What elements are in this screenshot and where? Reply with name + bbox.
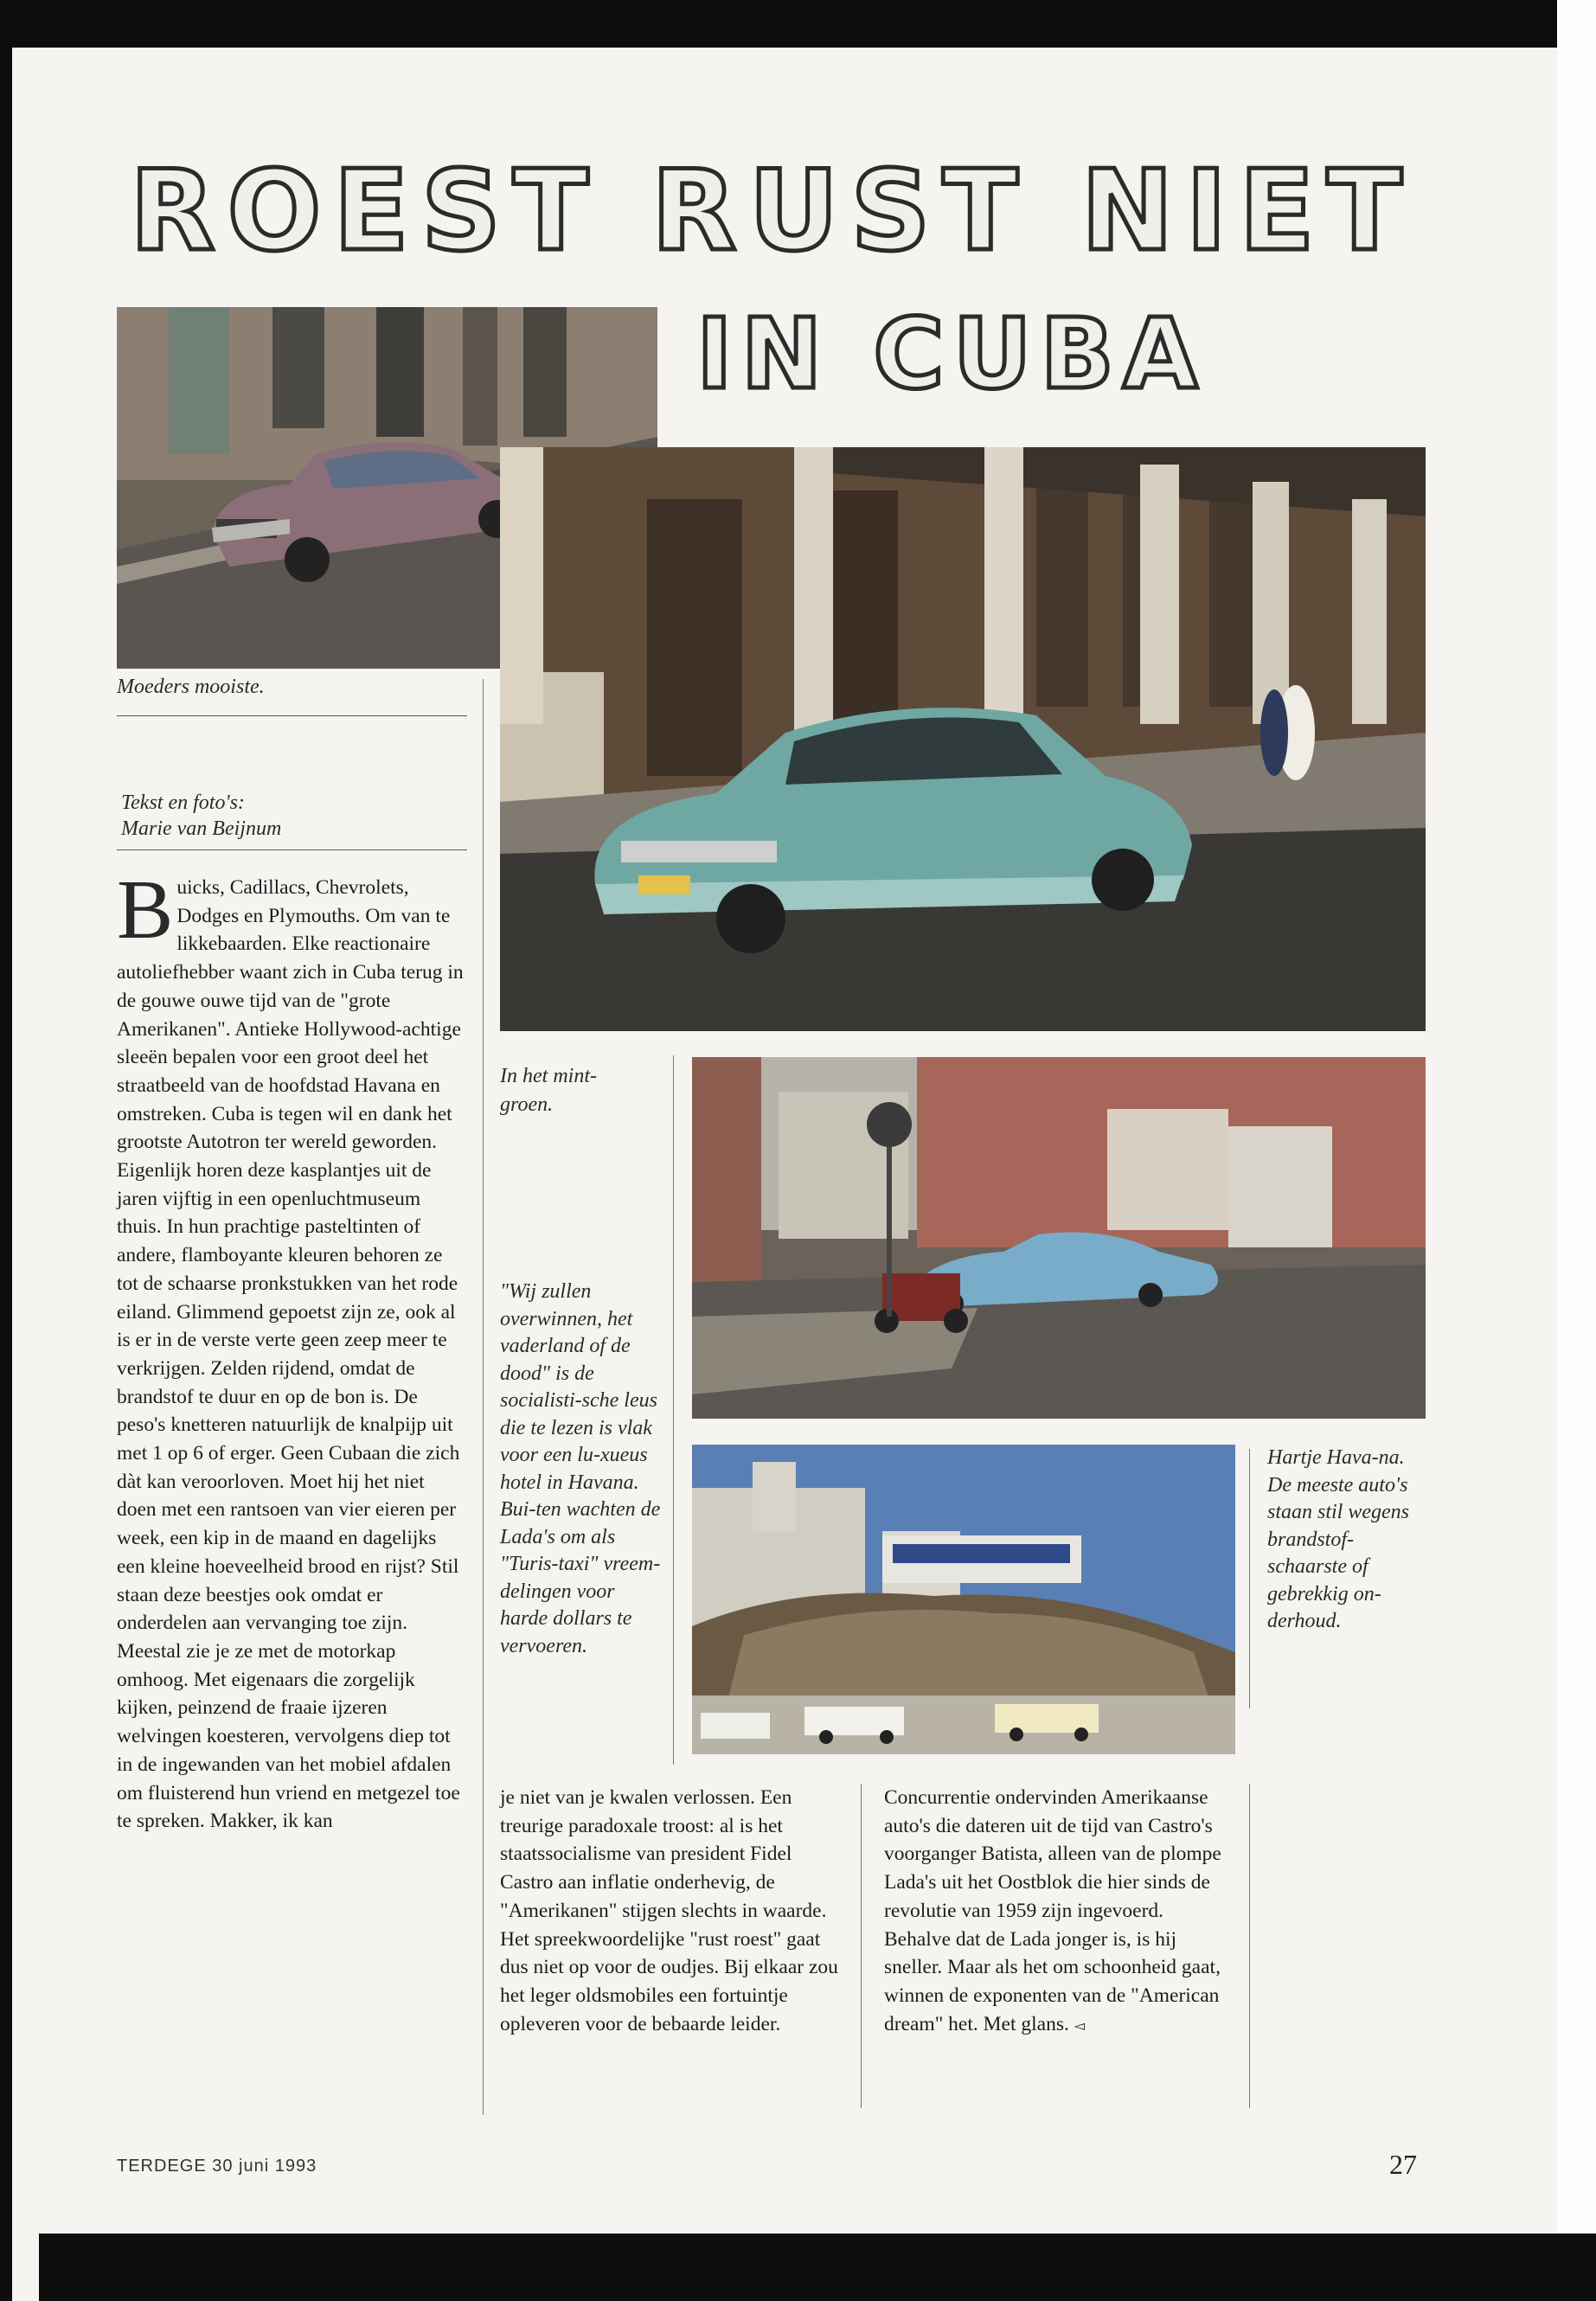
end-mark-icon: ◅ xyxy=(1074,2018,1086,2034)
photo-hotel-lada-image xyxy=(692,1445,1235,1754)
column-rule-end xyxy=(1249,1784,1250,2108)
photo-havana-street xyxy=(692,1057,1426,1419)
scan-border-bottom xyxy=(39,2234,1596,2301)
footer-magazine-date: TERDEGE 30 juni 1993 xyxy=(117,2157,317,2176)
article-column-3 xyxy=(884,1784,1234,2041)
column-rule-mid xyxy=(673,1055,674,1765)
headline-line2: IN CUBA xyxy=(696,298,1207,411)
page-edge-right xyxy=(1557,0,1596,2232)
credit-label: Tekst en foto's: xyxy=(121,792,245,814)
article-column-2: je niet van je kwalen verlossen. Een treurige paradoxale troost: al is het staatssocialisme van president Fidel Castro aan inflatie onderhevig, de "Amerikanen" stijgen slechts in waarde. Het spreekwoordelijke "rust roest" gaat dus niet op voor de oudjes. Bij elkaar zou het leger oldsmobiles een fortuintje opleveren voor de bebaarde leider. xyxy=(500,1786,838,2035)
article-column-3-text: Concurrentie ondervinden Amerikaanse auto's die dateren uit de tijd van Castro's voorganger Batista, alleen van de plompe Lada's uit het Oostblok die hier sinds de revolutie van 1959 zijn ingevoerd. Behalve dat de Lada jonger is, is hij sneller. Maar als het om schoonheid gaat, winnen de exponenten van de "American dream" het. Met glans. xyxy=(884,1786,1221,2035)
pull-quote: "Wij zullen overwinnen, het vaderland of de dood" is de socialisti-sche leus die te lezen is vlak voor een lu-xueus hotel in Havana. Bui-ten wachten de Lada's om als "Turis-taxi" vreem-delingen voor harde dollars te vervoeren. xyxy=(500,1280,661,1657)
photo-mint-car-image xyxy=(500,447,1426,1031)
photo-havana-street-image xyxy=(692,1057,1426,1419)
page-number: 27 xyxy=(1389,2149,1417,2180)
caption-photo-3: Hartje Hava-na. De meeste auto's staan stil wegens brandstof-schaarste of gebrekkig on-derhoud. xyxy=(1267,1446,1410,1632)
column-rule-right xyxy=(1249,1449,1250,1708)
caption-photo-1: Moeders mooiste. xyxy=(117,676,265,698)
caption-rule-1 xyxy=(117,715,467,716)
credit-rule xyxy=(117,849,467,850)
photo-mint-car-colonnade xyxy=(500,447,1426,1031)
article-dropcap: B xyxy=(117,863,174,957)
article-column-1 xyxy=(117,863,467,1836)
credit-author: Marie van Beijnum xyxy=(121,817,282,840)
scan-border-top xyxy=(0,0,1561,48)
photo-hotel-lada-taxis xyxy=(692,1445,1235,1754)
column-rule-quote xyxy=(483,679,484,2115)
scan-border-left xyxy=(0,0,12,2301)
column-rule-bottom xyxy=(861,1784,862,2108)
caption-photo-2: In het mint-groen. xyxy=(500,1065,597,1116)
article-column-1-text: uicks, Cadillacs, Chevrolets, Dodges en Plymouths. Om van te likkebaarden. Elke reactionaire autoliefhebber waant zich in Cuba terug in de gouwe ouwe tijd van de "grote Amerikanen". Antieke Hollywood-achtige sleeën bepalen voor een groot deel het straatbeeld van de hoofdstad Havana en omstreken. Cuba is tegen wil en dank het grootste Autotron ter wereld geworden. Eigenlijk horen deze kasplantjes uit de jaren vijftig in een openluchtmuseum thuis. In hun prachtige pasteltinten of andere, flamboyante kleuren behoren ze tot de schaarse pronkstukken van het rode eiland. Glimmend gepoetst zijn ze, ook al is er in de verste verte geen zeep meer te verkrijgen. Zelden rijdend, omdat de brandstof te duur en op de bon is. De peso's knetteren natuurlijk de knalpijp uit met 1 op 6 of erger. Geen Cubaan die zich dàt kan veroorloven. Moet hij het niet doen met een rantsoen van vier eieren per week, een kip in de maand en dagelijks een kleine hoeveelheid brood en rijst? Stil staan deze beestjes ook omdat er onderdelen aan vervanging toe zijn. Meestal zie je ze met de motorkap omhoog. Met eigenaars die zorgelijk kijken, peinzend de fraaie ijzeren welvingen koesteren, vervolgens diep tot in de ingewanden van het mobiel afdalen om fluisterend hun vriend en metgezel toe te spreken. Makker, ik kan xyxy=(117,876,464,1833)
headline-line1: ROEST RUST NIET xyxy=(130,147,1414,276)
